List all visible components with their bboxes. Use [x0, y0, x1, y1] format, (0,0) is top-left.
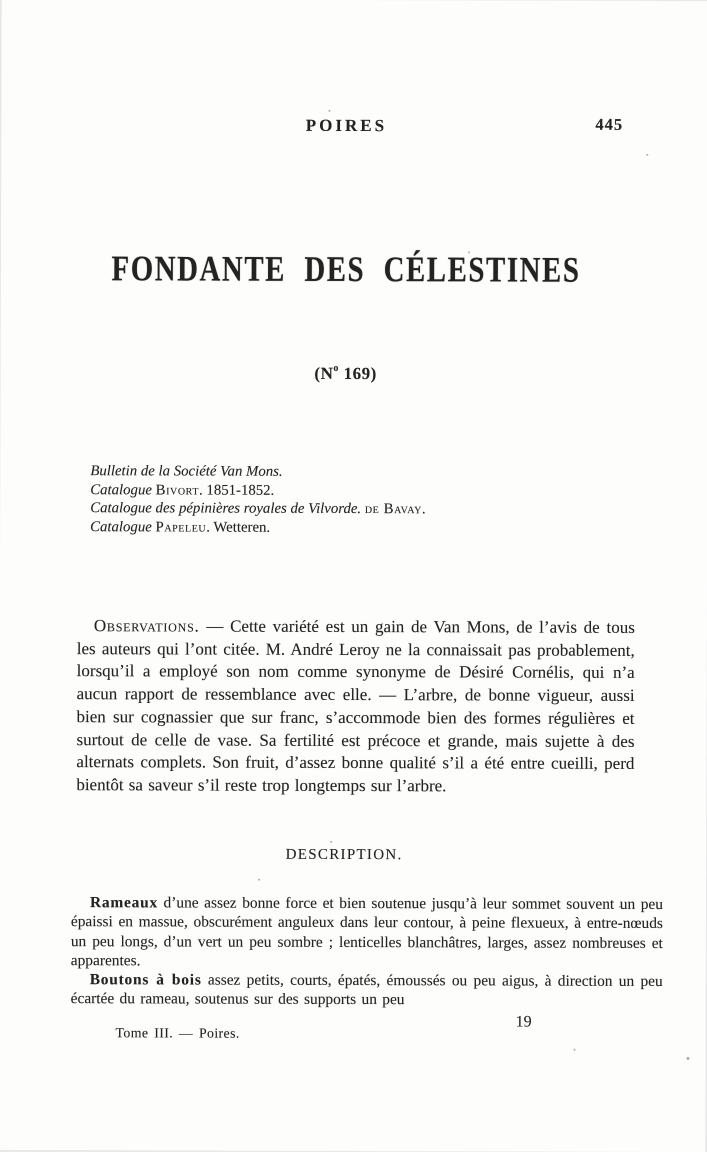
scan-speck	[258, 879, 260, 881]
bib-entry-author: Papeleu	[155, 519, 207, 536]
description-paragraph-boutons	[71, 970, 663, 1010]
variety-number-value: 169)	[338, 363, 377, 384]
page-number: 445	[595, 114, 624, 134]
scan-speck	[574, 1049, 576, 1051]
variety-number	[1, 363, 691, 385]
observations-text: — Cette variété est un gain de Van Mons, de l’avis de tous les auteurs qui l’ont citée. M. André Leroy ne la connaissait pas probablement, lorsqu’il a employé son nom comme synonyme de Désiré Cornélis, qui n’a aucun rapport de ressemblance avec elle. — L’arbre, de bonne vigueur, aussi bien sur cognassier que sur franc, s’accommode bien des formes régulières et surtout de celle de vase. Sa fertilité est précoce et grande, mais sujette à des alternats complets. Son fruit, d’assez bonne qualité s’il a été entre cueilli, perd bientôt sa saveur s’il reste trop longtemps sur l’arbre.	[76, 616, 635, 796]
scan-speck	[619, 906, 621, 908]
bibliography-entry	[90, 499, 425, 519]
bib-entry-author: Bivort	[155, 481, 200, 499]
rameaux-label: Rameaux	[89, 894, 159, 912]
description-section	[71, 893, 663, 1011]
bib-entry-suffix: .	[421, 501, 426, 518]
bibliography-list	[90, 462, 426, 537]
observations-paragraph	[76, 615, 635, 798]
bib-entry-text: Bulletin de la Société Van Mons.	[90, 463, 283, 480]
rameaux-text: d’une assez bonne force et bien soutenue jusqu’à leur sommet souvent un peu épaissi en massue, obscurément anguleux dans leur contour, à peine flexueux, à entre-nœuds un peu longs, d’un vert un peu sombre ; lenticelles blanchâtres, larges, assez nombreuses et apparentes.	[70, 894, 663, 970]
description-paragraph-rameaux	[71, 893, 663, 972]
boutons-text: assez petits, courts, épatés, émoussés ou peu aigus, à direction un peu écartée du rameau, soutenus sur des supports un peu	[70, 971, 663, 1009]
bib-entry-suffix: . 1851-1852.	[199, 482, 275, 499]
variety-title	[1, 247, 691, 291]
running-header	[1, 115, 691, 137]
bib-entry-text: Catalogue	[90, 481, 156, 498]
bibliography-entry	[90, 518, 425, 538]
scan-speck	[686, 1057, 689, 1060]
variety-number-prefix: (N	[314, 363, 334, 383]
variety-number-ordinal: o	[333, 363, 339, 375]
scan-speck	[328, 110, 330, 112]
scan-speck	[646, 154, 648, 156]
observations-label: Observations.	[93, 616, 200, 636]
bib-entry-text: Catalogue	[90, 518, 156, 536]
bib-entry-suffix: . Wetteren.	[206, 519, 271, 536]
boutons-label: Boutons à bois	[89, 971, 202, 989]
bibliography-entry	[90, 462, 425, 482]
signature-number: 19	[515, 1013, 532, 1031]
description-heading: DESCRIPTION.	[285, 846, 403, 864]
bib-entry-author: de Bavay	[364, 501, 422, 518]
variety-title-text: FONDANTE DES CÉLESTINES	[111, 248, 581, 290]
tome-footer-note: Tome III. — Poires.	[115, 1025, 240, 1041]
running-title: POIRES	[305, 115, 388, 136]
bib-entry-text: Catalogue des pépinières royales de Vilvorde.	[90, 500, 365, 518]
scan-speck	[330, 841, 332, 843]
scan-speck	[468, 251, 470, 253]
bibliography-entry	[90, 481, 425, 501]
